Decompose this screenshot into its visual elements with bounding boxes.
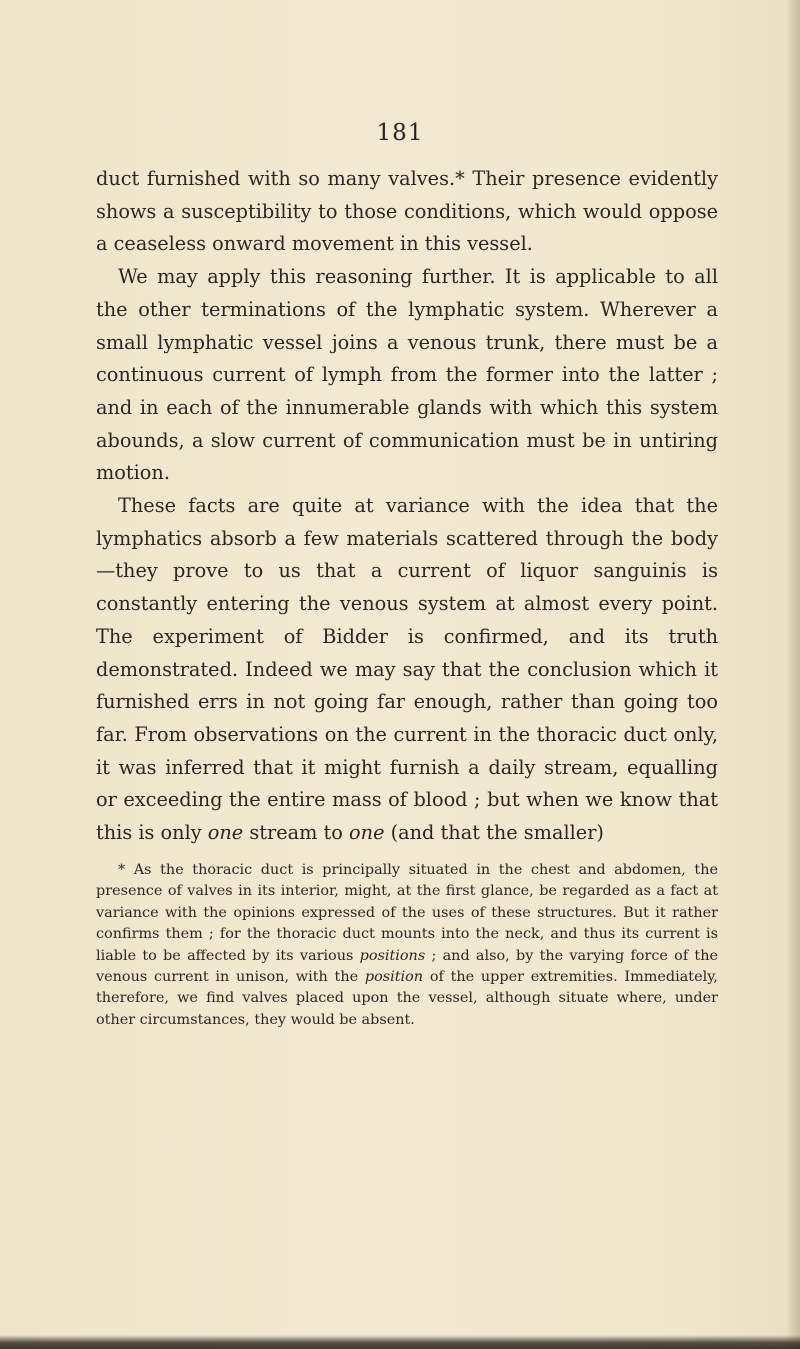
footnote-emphasis-position: position: [364, 969, 424, 986]
page-edge-bottom: [0, 1335, 800, 1349]
paragraph-3-mid: stream to: [249, 821, 343, 845]
footnote-text: [96, 860, 718, 1031]
footnote-part-1: * As the thoracic duct is principally situated in the chest and abdomen, the presence of valves in its interior, might, at the first glance, be regarded as a fact at variance with the opinions expressed of the uses of these structures. But it rather confirms them ; for the thoracic duct mounts into the neck, and thus its current is liable to be affected by its various: [96, 862, 718, 964]
paragraph-2: We may apply this reasoning further. It is applicable to all the other terminations of the lymphatic system. Wherever a small lymphatic vessel joins a venous trunk, there must be a continuous current of lymph from the former into the latter ; and in each of the innumerable glands with which this system abounds, a slow current of communication must be in untiring motion.: [96, 265, 718, 485]
paragraph-1: duct furnished with so many valves.* Their presence evidently shows a susceptibility to those conditions, which would oppose a ceaseless onward movement in this vessel.: [96, 167, 718, 256]
body-text: [96, 163, 718, 850]
footnote-part-2: ; and also, by the varying force of the venous current in unison, with the: [96, 947, 718, 986]
page-number: 181: [376, 120, 424, 146]
footnote-part-3: of the upper extremities. Immediately, therefore, we find valves placed upon the vessel, although situate where, under other circumstances, they would be absent.: [96, 969, 718, 1028]
paragraph-3-text: These facts are quite at variance with the idea that the lymphatics absorb a few materials scattered through the body —they prove to us that a current of liquor sanguinis is constantly entering the venous system at almost every point. The experiment of Bidder is confirmed, and its truth demonstrated. Indeed we may say that the conclusion which it furnished errs in not going far enough, rather than going too far. From observations on the current in the thoracic duct only, it was inferred that it might furnish a daily stream, equalling or exceeding the entire mass of blood ; but when we know that this is only: [96, 494, 718, 845]
emphasis-one-1: one: [207, 821, 244, 845]
footnote-emphasis-positions: positions: [359, 947, 426, 964]
emphasis-one-2: one: [349, 821, 385, 845]
paragraph-3: [96, 490, 718, 850]
footnote: [96, 860, 718, 1031]
paragraph-3-tail: (and that the smaller): [390, 821, 604, 845]
page-edge-right: [786, 0, 800, 1349]
